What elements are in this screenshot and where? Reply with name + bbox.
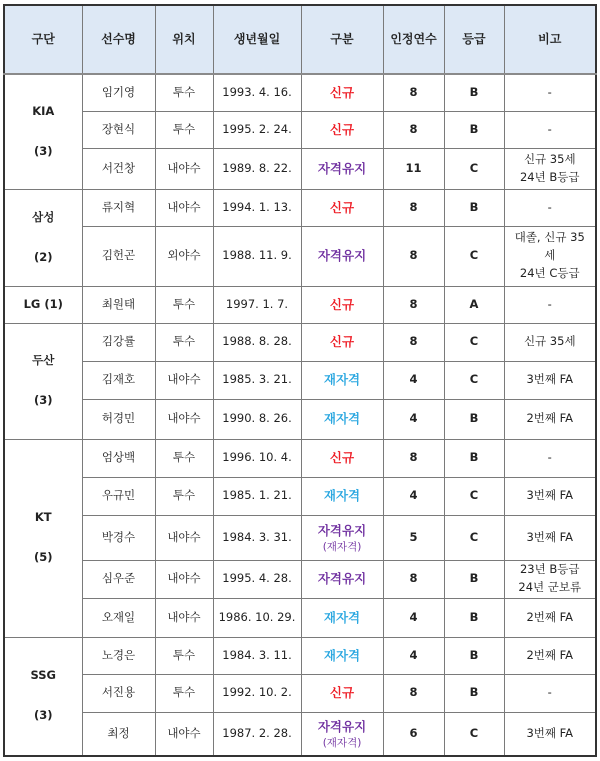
status-cell [301,477,383,515]
table-row [4,226,596,286]
recognized-years: 6 [383,712,444,756]
player-name: 김헌곤 [82,226,155,286]
player-name: 허경민 [82,399,155,439]
header-position: 위치 [155,5,213,74]
table-row [4,286,596,323]
player-name: 서건창 [82,148,155,189]
player-name: 엄상백 [82,439,155,477]
recognized-years: 4 [383,477,444,515]
player-position: 내야수 [155,598,213,637]
player-birth-date: 1989. 8. 22. [213,148,301,189]
status-label: 신규 [329,334,355,350]
header-grade: 등급 [444,5,504,74]
player-birth-date: 1994. 1. 13. [213,189,301,226]
player-birth-date: 1997. 1. 7. [213,286,301,323]
status-label: 신규 [329,199,355,215]
player-name: 박경수 [82,515,155,560]
note: 대졸, 신규 35 세 24년 C등급 [504,226,596,286]
status-label: 자격유지 [317,522,367,538]
table-row [4,361,596,399]
note: - [504,189,596,226]
status-cell [301,712,383,756]
player-position: 내야수 [155,148,213,189]
status-label: 자격유지 [317,719,367,735]
table-row [4,323,596,361]
player-birth-date: 1990. 8. 26. [213,399,301,439]
player-position: 내야수 [155,361,213,399]
note: 신규 35세 [504,323,596,361]
note: 2번째 FA [504,399,596,439]
table-row [4,560,596,598]
grade: B [444,637,504,674]
recognized-years: 8 [383,439,444,477]
player-birth-date: 1995. 4. 28. [213,560,301,598]
player-birth-date: 1988. 11. 9. [213,226,301,286]
note: 3번째 FA [504,515,596,560]
header-birth-date: 생년월일 [213,5,301,74]
team-cell [4,637,82,756]
recognized-years: 8 [383,189,444,226]
player-birth-date: 1987. 2. 28. [213,712,301,756]
status-label: 재자격 [323,609,361,625]
player-name: 오재일 [82,598,155,637]
grade: A [444,286,504,323]
player-name: 최원태 [82,286,155,323]
player-name: 서진용 [82,674,155,712]
team-cell [4,439,82,637]
status-label: 재자격 [323,488,361,504]
table-row [4,111,596,148]
grade: B [444,111,504,148]
recognized-years: 8 [383,560,444,598]
status-cell [301,439,383,477]
note: - [504,674,596,712]
status-label: 재자격 [323,411,361,427]
recognized-years: 4 [383,637,444,674]
team-cell [4,286,82,323]
player-position: 내야수 [155,515,213,560]
grade: C [444,477,504,515]
player-name: 장현식 [82,111,155,148]
grade: C [444,148,504,189]
grade: C [444,361,504,399]
recognized-years: 4 [383,361,444,399]
note: - [504,439,596,477]
note: 2번째 FA [504,598,596,637]
recognized-years: 8 [383,74,444,111]
player-name: 김강률 [82,323,155,361]
player-birth-date: 1984. 3. 31. [213,515,301,560]
player-birth-date: 1986. 10. 29. [213,598,301,637]
grade: C [444,712,504,756]
team-count: (5) [33,550,53,564]
recognized-years: 4 [383,598,444,637]
table-row [4,439,596,477]
player-position: 투수 [155,323,213,361]
status-cell [301,189,383,226]
team-count: (3) [33,708,53,723]
player-birth-date: 1985. 3. 21. [213,361,301,399]
player-birth-date: 1995. 2. 24. [213,111,301,148]
status-cell [301,323,383,361]
grade: B [444,560,504,598]
status-label: 신규 [329,450,355,466]
team-count: (2) [33,249,53,264]
team-name: SSG [30,668,56,683]
note: 3번째 FA [504,712,596,756]
table-row [4,637,596,674]
header-years: 인정연수 [383,5,444,74]
table-row [4,477,596,515]
grade: C [444,515,504,560]
team-count: (1) [44,296,63,311]
recognized-years: 8 [383,226,444,286]
table-row [4,674,596,712]
status-cell [301,674,383,712]
player-name: 임기영 [82,74,155,111]
table-row [4,598,596,637]
player-name: 류지혁 [82,189,155,226]
player-position: 투수 [155,111,213,148]
recognized-years: 4 [383,399,444,439]
team-name: 삼성 [32,209,55,224]
note: 3번째 FA [504,477,596,515]
fa-players-table [3,4,597,757]
team-cell [4,189,82,286]
table-row [4,148,596,189]
status-cell [301,560,383,598]
status-label: 신규 [329,296,355,312]
player-position: 투수 [155,477,213,515]
table-row [4,712,596,756]
player-position: 내야수 [155,560,213,598]
header-row [4,5,596,74]
player-position: 투수 [155,439,213,477]
table-row [4,399,596,439]
team-cell [4,323,82,439]
table-row [4,74,596,111]
status-label: 신규 [329,121,355,137]
status-sub-label: (재자격) [322,540,362,553]
team-count: (3) [33,143,53,158]
player-position: 투수 [155,674,213,712]
grade: C [444,323,504,361]
status-label: 자격유지 [317,160,367,176]
status-cell [301,286,383,323]
recognized-years: 8 [383,323,444,361]
note: - [504,74,596,111]
player-position: 투수 [155,286,213,323]
grade: B [444,674,504,712]
player-name: 노경은 [82,637,155,674]
recognized-years: 8 [383,111,444,148]
status-cell [301,399,383,439]
status-cell [301,515,383,560]
player-name: 심우준 [82,560,155,598]
team-count: (3) [33,393,53,407]
recognized-years: 8 [383,286,444,323]
header-category: 구분 [301,5,383,74]
player-position: 내야수 [155,712,213,756]
player-name: 최정 [82,712,155,756]
table-body [4,74,596,756]
player-position: 투수 [155,637,213,674]
team-name: LG [23,296,41,311]
status-label: 신규 [329,84,355,100]
grade: B [444,598,504,637]
player-name: 김재호 [82,361,155,399]
team-name: 두산 [32,353,55,368]
header-team: 구단 [4,5,82,74]
player-name: 우규민 [82,477,155,515]
note: - [504,111,596,148]
note: 3번째 FA [504,361,596,399]
player-birth-date: 1996. 10. 4. [213,439,301,477]
recognized-years: 8 [383,674,444,712]
grade: B [444,399,504,439]
recognized-years: 11 [383,148,444,189]
player-position: 내야수 [155,399,213,439]
player-birth-date: 1992. 10. 2. [213,674,301,712]
player-birth-date: 1988. 8. 28. [213,323,301,361]
player-birth-date: 1984. 3. 11. [213,637,301,674]
player-position: 외야수 [155,226,213,286]
team-name: KT [34,510,52,525]
grade: B [444,439,504,477]
status-cell [301,226,383,286]
status-cell [301,637,383,674]
recognized-years: 5 [383,515,444,560]
grade: B [444,74,504,111]
player-birth-date: 1985. 1. 21. [213,477,301,515]
note: 신규 35세 24년 B등급 [504,148,596,189]
header-player-name: 선수명 [82,5,155,74]
player-position: 투수 [155,74,213,111]
grade: B [444,189,504,226]
status-cell [301,148,383,189]
status-cell [301,74,383,111]
status-sub-label: (재자격) [322,736,362,749]
table-row [4,189,596,226]
note: 2번째 FA [504,637,596,674]
team-name: KIA [32,103,55,118]
status-label: 신규 [329,685,355,701]
status-cell [301,361,383,399]
note: - [504,286,596,323]
player-birth-date: 1993. 4. 16. [213,74,301,111]
note: 23년 B등급 24년 군보류 [504,560,596,598]
status-label: 재자격 [323,372,361,388]
grade: C [444,226,504,286]
status-cell [301,111,383,148]
player-position: 내야수 [155,189,213,226]
status-label: 자격유지 [317,571,367,587]
team-cell [4,74,82,189]
header-note: 비고 [504,5,596,74]
status-label: 재자격 [323,647,361,663]
table-row [4,515,596,560]
status-label: 자격유지 [317,248,367,264]
status-cell [301,598,383,637]
